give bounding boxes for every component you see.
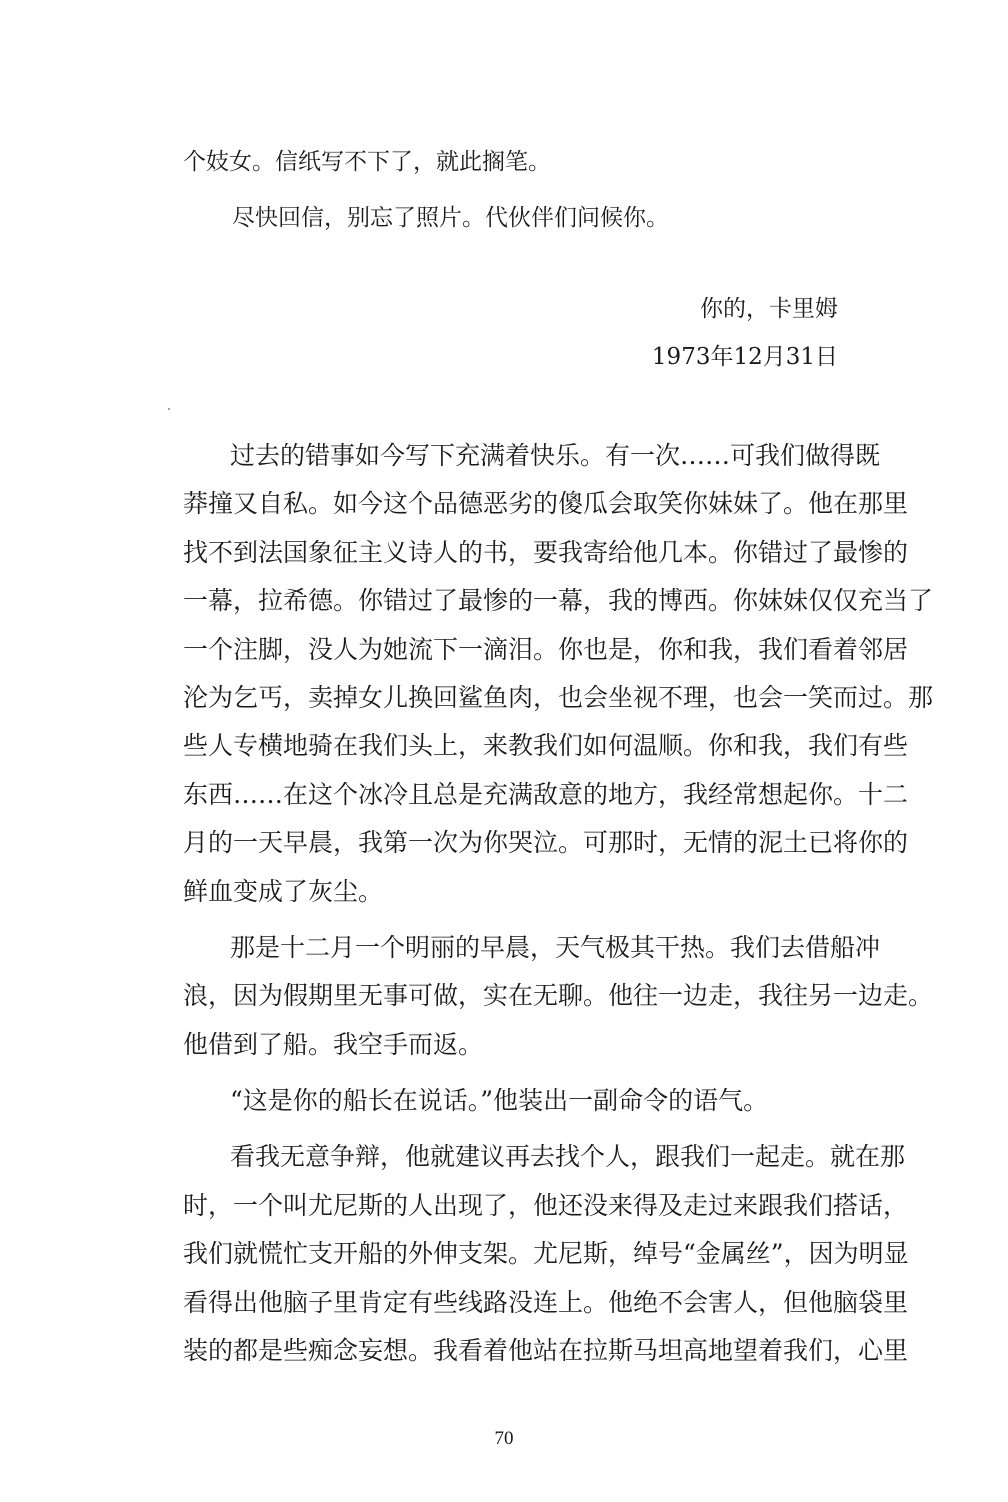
text-line: 我们就慌忙支开船的外伸支架。尤尼斯，绰号“金属丝”，因为明显 (183, 1239, 909, 1269)
body-text (183, 432, 934, 1383)
letter-date: 1973年12月31日 (651, 344, 838, 370)
page-number: 70 (494, 1428, 514, 1449)
text-line: 一个注脚，没人为她流下一滴泪。你也是，你和我，我们看着邻居 (183, 634, 909, 664)
text-line: 月的一天早晨，我第一次为你哭泣。可那时，无情的泥土已将你的 (183, 828, 909, 858)
scan-speck (168, 408, 170, 410)
text-line: 时，一个叫尤尼斯的人出现了，他还没来得及走过来跟我们搭话， (183, 1190, 909, 1220)
paragraph-3 (183, 1077, 843, 1125)
text-line: 看得出他脑子里肯定有些线路没连上。他绝不会害人，但他脑袋里 (183, 1287, 909, 1317)
text-line: 看我无意争辩，他就建议再去找个人，跟我们一起走。就在那 (230, 1142, 906, 1172)
text-line: 装的都是些痴念妄想。我看着他站在拉斯马坦高地望着我们，心里 (183, 1336, 909, 1366)
text-line: 些人专横地骑在我们头上，来教我们如何温顺。你和我，我们有些 (183, 731, 909, 761)
paragraph-2 (183, 924, 934, 1069)
paragraph-4 (183, 1133, 909, 1375)
letter-closing-line-1: 个妓女。信纸写不下了，就此搁笔。 (183, 149, 551, 175)
text-line: 鲜血变成了灰尘。 (183, 876, 384, 906)
text-line: 莽撞又自私。如今这个品德恶劣的傻瓜会取笑你妹妹了。他在那里 (183, 489, 909, 519)
text-line: 沦为乞丐，卖掉女儿换回鲨鱼肉，也会坐视不理，也会一笑而过。那 (183, 682, 934, 712)
letter-signature: 你的，卡里姆 (700, 296, 838, 322)
text-line: 他借到了船。我空手而返。 (183, 1029, 484, 1059)
text-line: 一幕，拉希德。你错过了最惨的一幕，我的博西。你妹妹仅仅充当了 (183, 586, 934, 616)
text-line: 东西……在这个冰冷且总是充满敌意的地方，我经常想起你。十二 (183, 779, 909, 809)
text-line: “这是你的船长在说话。”他装出一副命令的语气。 (230, 1086, 769, 1116)
text-line: 过去的错事如今写下充满着快乐。有一次……可我们做得既 (230, 441, 881, 470)
letter-closing-line-2: 尽快回信，别忘了照片。代伙伴们问候你。 (232, 205, 669, 231)
text-line: 那是十二月一个明丽的早晨，天气极其干热。我们去借船冲 (230, 932, 881, 962)
paragraph-1 (183, 432, 934, 916)
text-line: 找不到法国象征主义诗人的书，要我寄给他几本。你错过了最惨的 (183, 537, 909, 567)
text-line: 浪，因为假期里无事可做，实在无聊。他往一边走，我往另一边走。 (183, 981, 934, 1011)
